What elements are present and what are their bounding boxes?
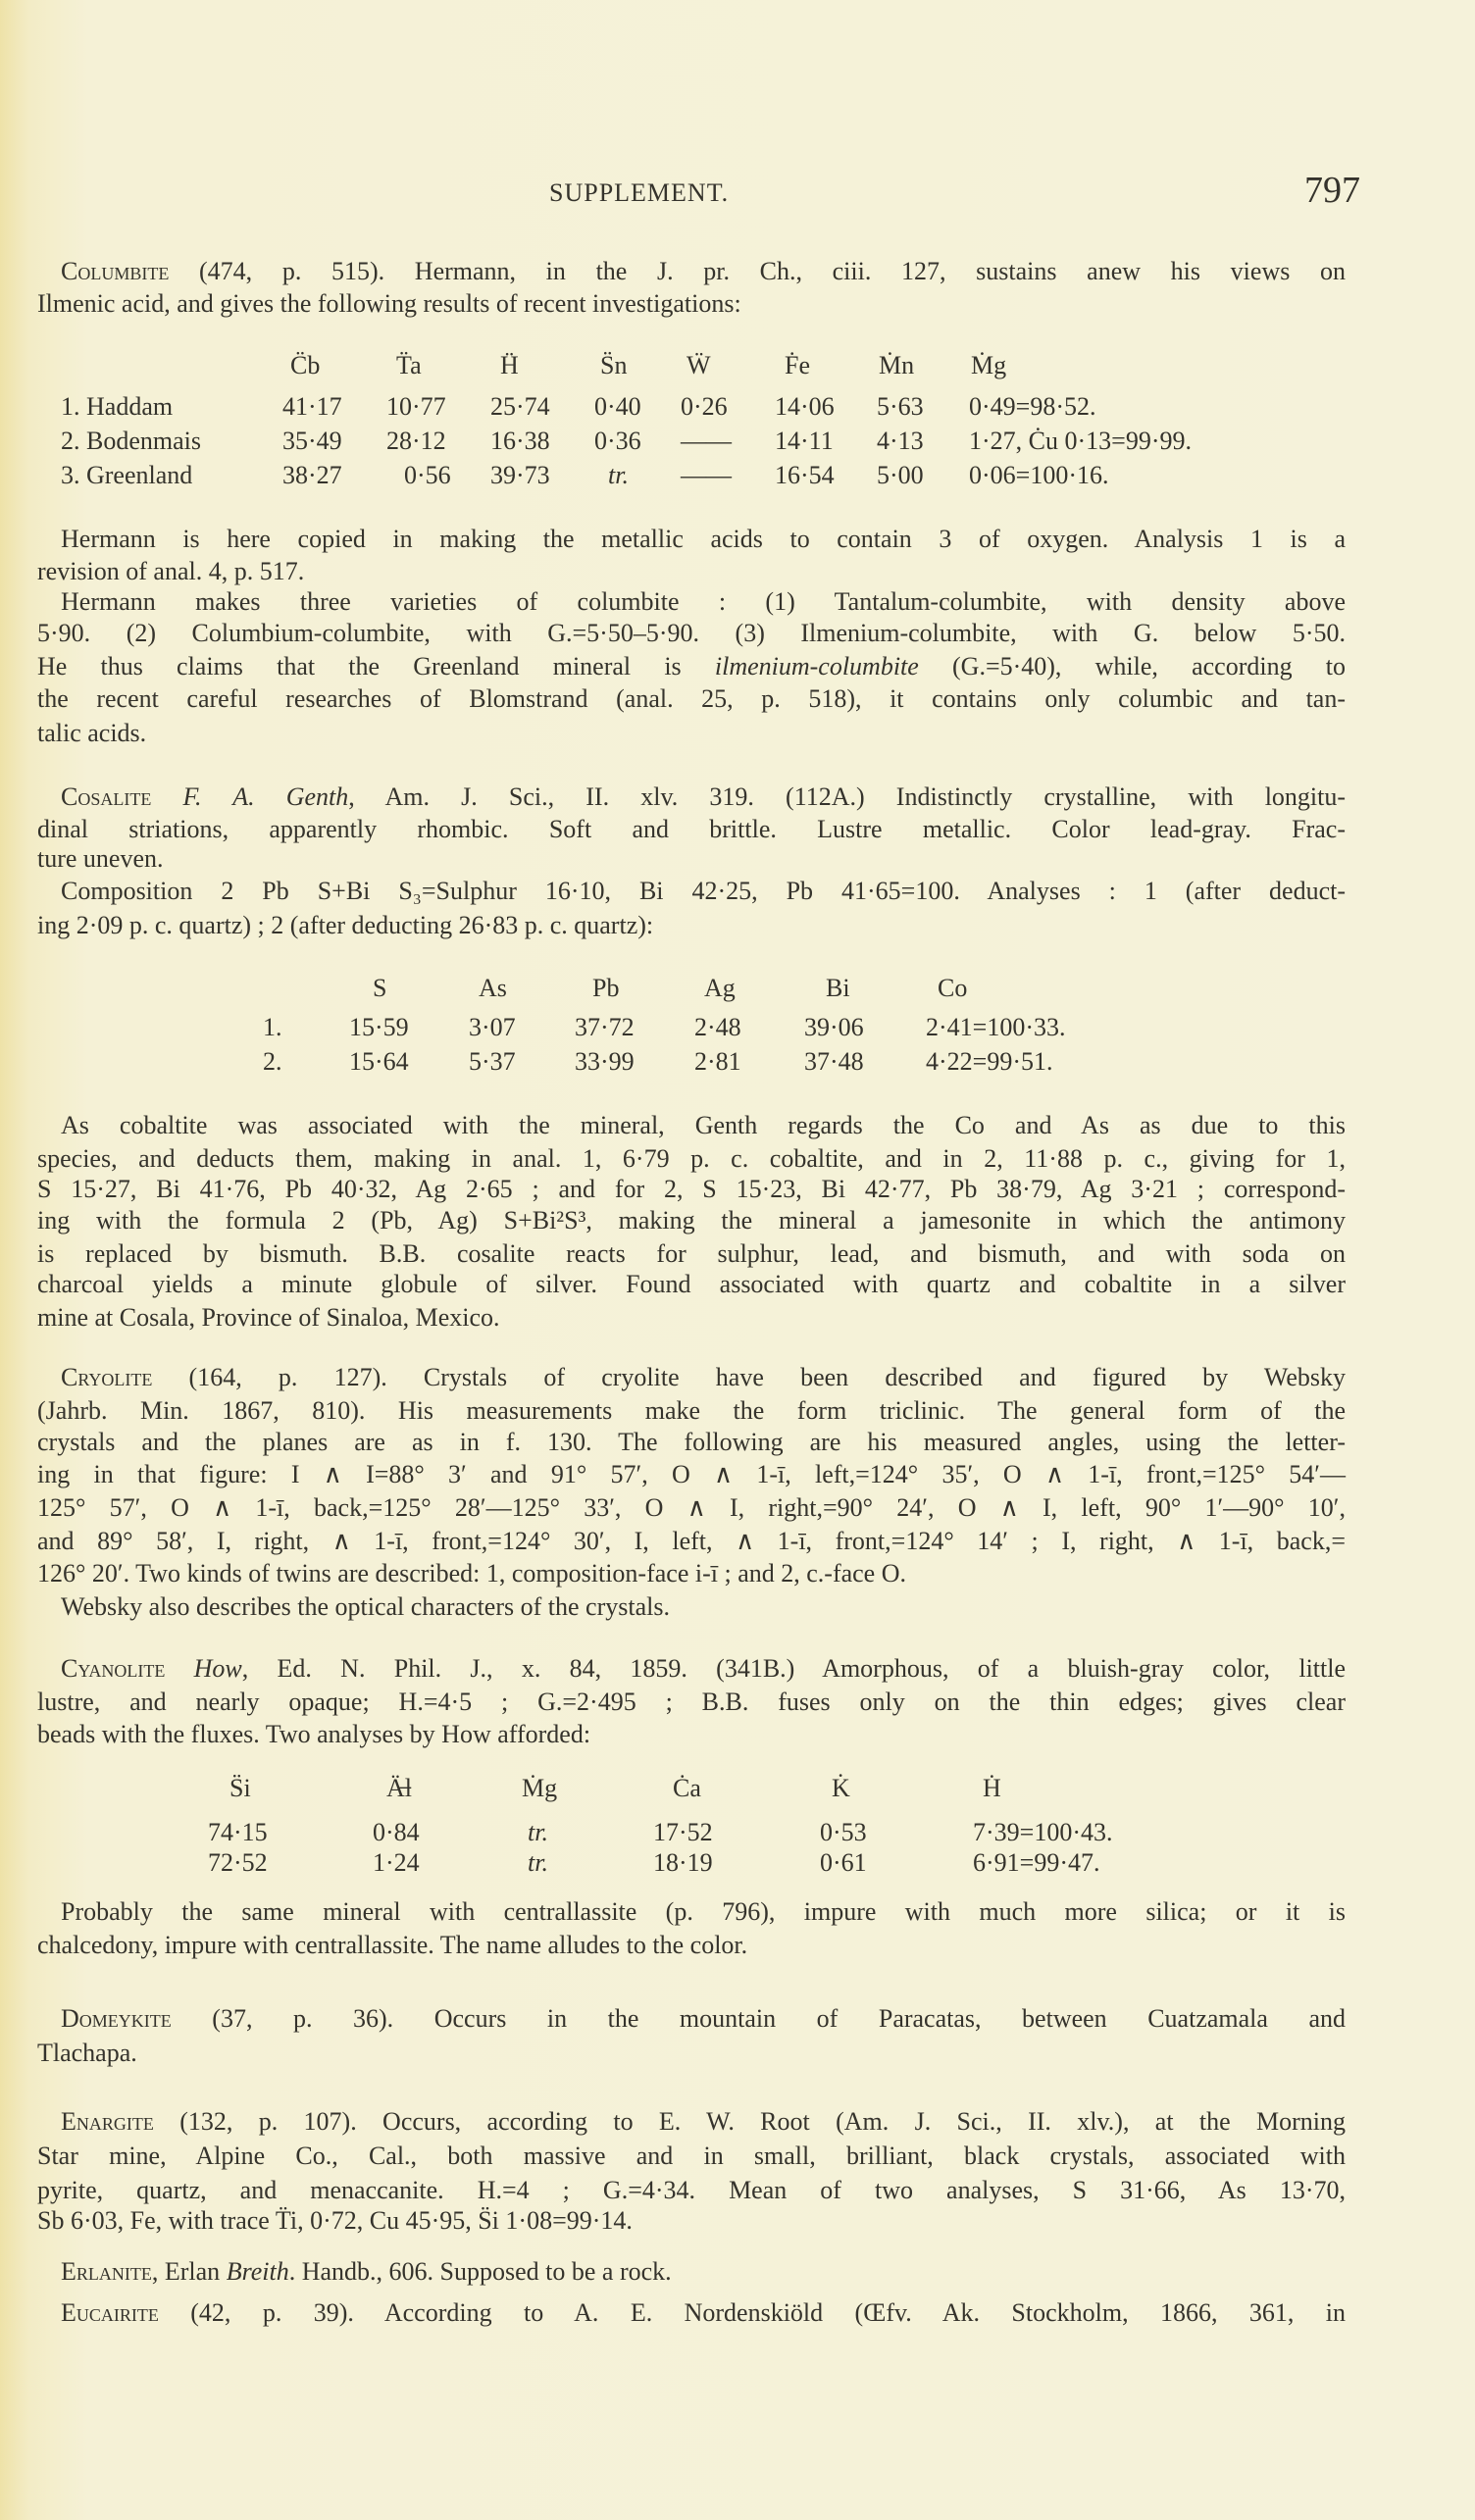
column-header: Ḣ	[983, 1774, 1001, 1802]
mineral-name: Cyanolite	[61, 1654, 166, 1683]
text-line: 125° 57′, O ∧ 1-ī, back,=125° 28′—125° 33′, O ∧ I, right,=90° 24′, O ∧ I, left, 90° 1′—90° 10′,	[37, 1493, 1346, 1522]
text-line: Enargite (132, p. 107). Occurs, according to E. W. Root (Am. J. Sci., II. xlv.), at the Morning	[61, 2107, 1346, 2136]
column-header: Ṁn	[879, 351, 915, 379]
text-line: He thus claims that the Greenland mineral is ilmenium-columbite (G.=5·40), while, according to	[37, 652, 1347, 680]
column-header: Ḟe	[785, 351, 810, 379]
text-line: and 89° 58′, I, right, ∧ 1-ī, front,=124° 30′, I, left, ∧ 1-ī, front,=124° 14′ ; I, right, ∧ 1-ī, back,=	[37, 1527, 1346, 1555]
text-line: revision of anal. 4, p. 517.	[37, 557, 305, 585]
text-line: pyrite, quartz, and menaccanite. H.=4 ; G.=4·34. Mean of two analyses, S 31·66, As 13·70,	[37, 2176, 1346, 2204]
text-line: (Jahrb. Min. 1867, 810). His measurements make the form triclinic. The general form of the	[37, 1396, 1346, 1425]
table-cell: 0·06=100·16.	[969, 461, 1109, 489]
text-line: ture uneven.	[37, 844, 164, 873]
text-line: Cryolite (164, p. 127). Crystals of cryolite have been described and figured by Websky	[61, 1363, 1346, 1391]
text-line: crystals and the planes are as in f. 130. The following are his measured angles, using the letter-	[37, 1428, 1346, 1456]
table-cell: 5·63	[877, 392, 924, 421]
column-header: K̇	[832, 1774, 850, 1802]
text-line: Columbite (474, p. 515). Hermann, in the J. pr. Ch., ciii. 127, sustains anew his views on	[61, 257, 1346, 285]
table-cell: 1·27, Ċu 0·13=99·99.	[969, 427, 1192, 455]
column-header: Ag	[704, 974, 736, 1002]
column-header: S	[373, 974, 387, 1002]
text-line: Hermann makes three varieties of columbite : (1) Tantalum-columbite, with density above	[61, 587, 1346, 616]
column-header: Co	[938, 974, 968, 1002]
table-cell: 72·52	[208, 1848, 268, 1877]
table-cell: 28·12	[386, 427, 446, 455]
table-cell: 37·48	[804, 1047, 864, 1076]
table-cell: 17·52	[653, 1818, 713, 1846]
table-cell: ——	[681, 427, 732, 455]
table-cell: 25·74	[490, 392, 550, 421]
text-line: S 15·27, Bi 41·76, Pb 40·32, Ag 2·65 ; and for 2, S 15·23, Bi 42·77, Pb 38·79, Ag 3·21 ; correspond-	[37, 1175, 1346, 1203]
table-cell: 39·06	[804, 1013, 864, 1041]
text-line: Hermann is here copied in making the metallic acids to contain 3 of oxygen. Analysis 1 is a	[61, 525, 1346, 553]
table-cell: tr.	[528, 1818, 548, 1846]
text-line: Domeykite (37, p. 36). Occurs in the mountain of Paracatas, between Cuatzamala and	[61, 2004, 1346, 2033]
running-title: SUPPLEMENT.	[549, 178, 730, 207]
table-cell: 0·49=98·52.	[969, 392, 1096, 421]
table-cell: 2·81	[694, 1047, 741, 1076]
text-line: the recent careful researches of Blomstrand (anal. 25, p. 518), it contains only columbic and tan-	[37, 684, 1346, 713]
text-line: ing 2·09 p. c. quartz) ; 2 (after deducting 26·83 p. c. quartz):	[37, 911, 654, 939]
text-line: ing with the formula 2 (Pb, Ag) S+Bi²S³, making the mineral a jamesonite in which the antimony	[37, 1206, 1346, 1235]
column-header: As	[479, 974, 507, 1002]
text-line: species, and deducts them, making in anal. 1, 6·79 p. c. cobaltite, and in 2, 11·88 p. c., giving for 1,	[37, 1144, 1346, 1173]
table-cell: 0·26	[681, 392, 728, 421]
table-cell: 37·72	[575, 1013, 635, 1041]
table-cell: 3. Greenland	[61, 461, 193, 489]
table-cell: 14·06	[775, 392, 835, 421]
column-header: Ḧ	[500, 351, 519, 379]
table-cell: 4·22=99·51.	[926, 1047, 1053, 1076]
text-line: Star mine, Alpine Co., Cal., both massive and in small, brilliant, black crystals, associated with	[37, 2142, 1346, 2170]
page-number: 797	[1304, 170, 1360, 211]
column-header: Bi	[826, 974, 850, 1002]
mineral-name: Cosalite	[61, 782, 152, 811]
table-cell: 2.	[263, 1047, 282, 1076]
table-cell: 35·49	[282, 427, 342, 455]
text-line: ing in that figure: I ∧ I=88° 3′ and 91° 57′, O ∧ 1-ī, left,=124° 35′, O ∧ 1-ī, front,=125° 54′—	[37, 1460, 1346, 1488]
column-header: S̈n	[600, 351, 628, 379]
table-cell: 74·15	[208, 1818, 268, 1846]
text-line: 126° 20′. Two kinds of twins are described: 1, composition-face i-ī ; and 2, c.-face O.	[37, 1559, 906, 1588]
text-line: Cyanolite How, Ed. N. Phil. J., x. 84, 1859. (341B.) Amorphous, of a bluish-gray color, little	[61, 1654, 1347, 1683]
table-cell: 16·38	[490, 427, 550, 455]
table-cell: 15·59	[349, 1013, 409, 1041]
table-cell: 33·99	[575, 1047, 635, 1076]
text-line: 5·90. (2) Columbium-columbite, with G.=5·50–5·90. (3) Ilmenium-columbite, with G. below 5·50.	[37, 619, 1346, 647]
column-header: Ċa	[673, 1774, 701, 1802]
text-line: Ilmenic acid, and gives the following results of recent investigations:	[37, 289, 741, 318]
column-header: T̈a	[396, 351, 422, 379]
text-line: talic acids.	[37, 719, 147, 747]
text-line: Websky also describes the optical characters of the crystals.	[61, 1592, 670, 1621]
table-cell: 1.	[263, 1013, 282, 1041]
table-cell: 15·64	[349, 1047, 409, 1076]
table-cell: 10·77	[386, 392, 446, 421]
text-line: chalcedony, impure with centrallassite. The name alludes to the color.	[37, 1931, 748, 1959]
table-cell: 6·91=99·47.	[973, 1848, 1100, 1877]
mineral-name: Enargite	[61, 2107, 154, 2136]
text-line: beads with the fluxes. Two analyses by How afforded:	[37, 1720, 591, 1748]
table-cell: tr.	[608, 461, 629, 489]
table-cell: 4·13	[877, 427, 924, 455]
table-cell: 16·54	[775, 461, 835, 489]
text-line: Sb 6·03, Fe, with trace T̈i, 0·72, Cu 45·95, S̈i 1·08=99·14.	[37, 2206, 633, 2235]
text-line: Tlachapa.	[37, 2039, 137, 2067]
table-cell: 1. Haddam	[61, 392, 174, 421]
mineral-name: Domeykite	[61, 2004, 172, 2033]
table-cell: 1·24	[373, 1848, 420, 1877]
table-cell: 7·39=100·43.	[973, 1818, 1113, 1846]
text-line: Composition 2 Pb S+Bi S₃=Sulphur 16·10, Bi 42·25, Pb 41·65=100. Analyses : 1 (after deduct-	[61, 877, 1346, 905]
table-cell: 38·27	[282, 461, 342, 489]
column-header: C̈b	[290, 351, 321, 379]
column-header: Pb	[592, 974, 620, 1002]
text-line: mine at Cosala, Province of Sinaloa, Mexico.	[37, 1303, 500, 1332]
table-cell: ——	[681, 461, 732, 489]
column-header: Ṁg	[971, 351, 1007, 379]
table-cell: 0·36	[594, 427, 641, 455]
table-cell: 0·40	[594, 392, 641, 421]
text-line: is replaced by bismuth. B.B. cosalite reacts for sulphur, lead, and bismuth, and with soda on	[37, 1239, 1346, 1268]
mineral-name: Erlanite	[61, 2257, 152, 2286]
table-cell: 2. Bodenmais	[61, 427, 201, 455]
text-line: lustre, and nearly opaque; H.=4·5 ; G.=2·495 ; B.B. fuses only on the thin edges; gives clear	[37, 1688, 1346, 1716]
table-cell: 14·11	[775, 427, 834, 455]
table-cell: tr.	[528, 1848, 548, 1877]
table-cell: 0·53	[820, 1818, 867, 1846]
mineral-name: Columbite	[61, 257, 170, 285]
table-cell: 5·00	[877, 461, 924, 489]
text-line: Probably the same mineral with centrallassite (p. 796), impure with much more silica; or it is	[61, 1897, 1346, 1926]
table-cell: 18·19	[653, 1848, 713, 1877]
table-cell: 0·56	[404, 461, 451, 489]
mineral-name: Cryolite	[61, 1363, 153, 1391]
text-line: charcoal yields a minute globule of silver. Found associated with quartz and cobaltite in a silver	[37, 1270, 1346, 1298]
table-cell: 2·48	[694, 1013, 741, 1041]
text-line: Eucairite (42, p. 39). According to A. E. Nordenskiöld (Œfv. Ak. Stockholm, 1866, 361, in	[61, 2298, 1346, 2327]
table-cell: 0·84	[373, 1818, 420, 1846]
column-header: Ṁg	[522, 1774, 558, 1802]
table-cell: 2·41=100·33.	[926, 1013, 1066, 1041]
table-cell: 39·73	[490, 461, 550, 489]
text-line: Cosalite F. A. Genth, Am. J. Sci., II. xlv. 319. (112A.) Indistinctly crystalline, with longitu-	[61, 782, 1347, 811]
table-cell: 5·37	[469, 1047, 516, 1076]
mineral-name: Eucairite	[61, 2298, 159, 2327]
column-header: S̈i	[229, 1774, 251, 1802]
text-line: dinal striations, apparently rhombic. Soft and brittle. Lustre metallic. Color lead-gray. Frac-	[37, 815, 1346, 843]
table-cell: 41·17	[282, 392, 342, 421]
table-cell: 3·07	[469, 1013, 516, 1041]
column-header: Ẅ	[687, 351, 711, 379]
text-line: Erlanite, Erlan Breith. Handb., 606. Supposed to be a rock.	[61, 2257, 672, 2286]
table-cell: 0·61	[820, 1848, 867, 1877]
text-line: As cobaltite was associated with the mineral, Genth regards the Co and As as due to this	[61, 1111, 1346, 1139]
column-header: Ä̶l	[386, 1774, 412, 1802]
